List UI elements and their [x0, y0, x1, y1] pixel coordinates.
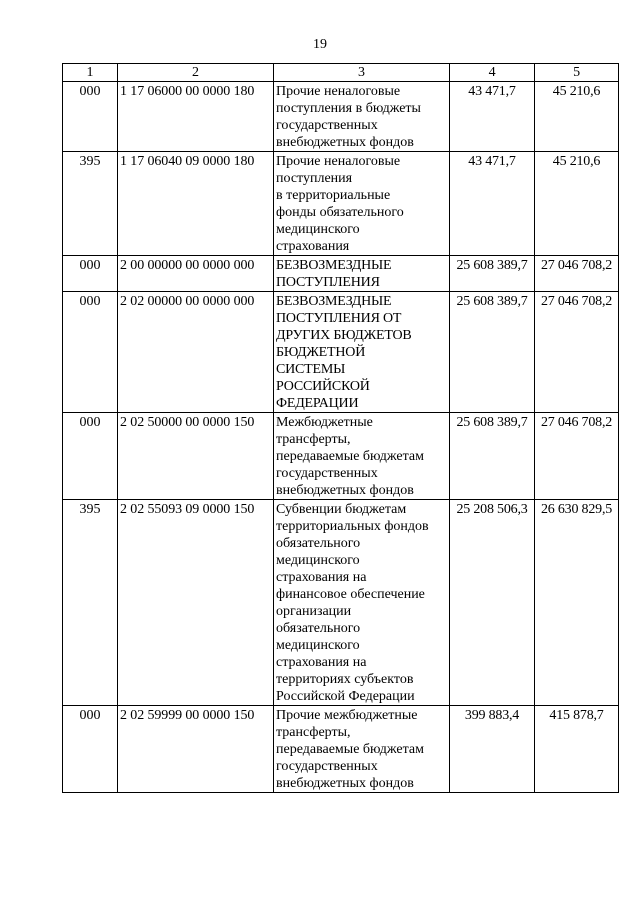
admin-code-cell: 395 [63, 152, 118, 256]
column-header-2: 2 [118, 64, 274, 82]
budget-classification-code-cell: 1 17 06040 09 0000 180 [118, 152, 274, 256]
revenue-name-line: Прочие неналоговые [276, 154, 401, 169]
amount-year-2-cell: 415 878,7 [535, 706, 619, 793]
revenue-name-line: государственных [276, 466, 378, 481]
revenue-name-line: территориальных фондов [276, 519, 429, 534]
page-number: 19 [313, 37, 327, 52]
revenue-name-line: СИСТЕМЫ [276, 362, 346, 377]
revenue-name-line: БЕЗВОЗМЕЗДНЫЕ [276, 258, 392, 273]
revenue-name-line: передаваемые бюджетам [276, 449, 424, 464]
amount-year-2-cell: 45 210,6 [535, 152, 619, 256]
revenue-name-line: Прочие неналоговые [276, 84, 401, 99]
revenue-name-cell [274, 82, 450, 152]
admin-code-cell: 000 [63, 706, 118, 793]
revenue-name-line: государственных [276, 759, 378, 774]
admin-code-cell: 000 [63, 256, 118, 292]
column-header-5: 5 [535, 64, 619, 82]
table-row [63, 413, 619, 500]
amount-year-2-cell: 45 210,6 [535, 82, 619, 152]
amount-year-1-cell: 43 471,7 [450, 152, 535, 256]
revenue-name-line: передаваемые бюджетам [276, 742, 424, 757]
revenue-name-line: территориях субъектов [276, 672, 414, 687]
budget-classification-code-cell: 2 02 00000 00 0000 000 [118, 292, 274, 413]
amount-year-1-cell: 25 608 389,7 [450, 292, 535, 413]
revenue-name-cell [274, 500, 450, 706]
revenue-name-line: внебюджетных фондов [276, 135, 414, 150]
revenue-name-line: государственных [276, 118, 378, 133]
amount-year-2-cell: 27 046 708,2 [535, 256, 619, 292]
amount-year-1-cell: 43 471,7 [450, 82, 535, 152]
table-row [63, 500, 619, 706]
column-header-3: 3 [274, 64, 450, 82]
table-row [63, 292, 619, 413]
amount-year-1-cell: 25 608 389,7 [450, 256, 535, 292]
revenue-name-line: Прочие межбюджетные [276, 708, 418, 723]
revenue-name-line: поступления [276, 171, 353, 186]
amount-year-2-cell: 27 046 708,2 [535, 413, 619, 500]
revenue-name-line: медицинского [276, 638, 360, 653]
budget-classification-code-cell: 1 17 06000 00 0000 180 [118, 82, 274, 152]
revenue-name-line: страхования на [276, 570, 367, 585]
admin-code-cell: 000 [63, 82, 118, 152]
revenue-name-cell [274, 256, 450, 292]
amount-year-1-cell: 25 208 506,3 [450, 500, 535, 706]
revenue-name-cell [274, 413, 450, 500]
revenue-name-line: Субвенции бюджетам [276, 502, 407, 517]
revenue-name-line: БЮДЖЕТНОЙ [276, 345, 366, 360]
revenue-name-line: Российской Федерации [276, 689, 415, 704]
revenue-name-line: обязательного [276, 536, 361, 551]
admin-code-cell: 000 [63, 292, 118, 413]
revenue-name-cell [274, 706, 450, 793]
revenue-name-line: организации [276, 604, 352, 619]
amount-year-1-cell: 399 883,4 [450, 706, 535, 793]
budget-classification-code-cell: 2 02 55093 09 0000 150 [118, 500, 274, 706]
revenue-name-line: ПОСТУПЛЕНИЯ ОТ [276, 311, 402, 326]
revenue-name-line: РОССИЙСКОЙ [276, 379, 370, 394]
column-header-4: 4 [450, 64, 535, 82]
amount-year-1-cell: 25 608 389,7 [450, 413, 535, 500]
revenue-name-line: внебюджетных фондов [276, 483, 414, 498]
revenue-name-line: БЕЗВОЗМЕЗДНЫЕ [276, 294, 392, 309]
table-row [63, 706, 619, 793]
admin-code-cell: 395 [63, 500, 118, 706]
budget-classification-code-cell: 2 00 00000 00 0000 000 [118, 256, 274, 292]
table-row [63, 256, 619, 292]
table-row [63, 82, 619, 152]
revenue-name-line: Межбюджетные [276, 415, 373, 430]
revenue-name-line: фонды обязательного [276, 205, 404, 220]
revenue-name-line: ПОСТУПЛЕНИЯ [276, 275, 380, 290]
revenue-name-line: ДРУГИХ БЮДЖЕТОВ [276, 328, 412, 343]
revenue-name-line: в территориальные [276, 188, 391, 203]
budget-revenue-table [62, 63, 619, 793]
table-header-row [63, 64, 619, 82]
revenue-name-line: страхования на [276, 655, 367, 670]
revenue-name-cell [274, 152, 450, 256]
revenue-name-line: ФЕДЕРАЦИИ [276, 396, 359, 411]
admin-code-cell: 000 [63, 413, 118, 500]
budget-classification-code-cell: 2 02 50000 00 0000 150 [118, 413, 274, 500]
revenue-name-line: поступления в бюджеты [276, 101, 421, 116]
budget-classification-code-cell: 2 02 59999 00 0000 150 [118, 706, 274, 793]
revenue-name-cell [274, 292, 450, 413]
revenue-name-line: страхования [276, 239, 350, 254]
revenue-name-line: трансферты, [276, 432, 351, 447]
revenue-name-line: финансовое обеспечение [276, 587, 425, 602]
revenue-name-line: внебюджетных фондов [276, 776, 414, 791]
amount-year-2-cell: 27 046 708,2 [535, 292, 619, 413]
table-row [63, 152, 619, 256]
column-header-1: 1 [63, 64, 118, 82]
revenue-name-line: трансферты, [276, 725, 351, 740]
revenue-name-line: медицинского [276, 222, 360, 237]
revenue-name-line: обязательного [276, 621, 361, 636]
amount-year-2-cell: 26 630 829,5 [535, 500, 619, 706]
revenue-name-line: медицинского [276, 553, 360, 568]
